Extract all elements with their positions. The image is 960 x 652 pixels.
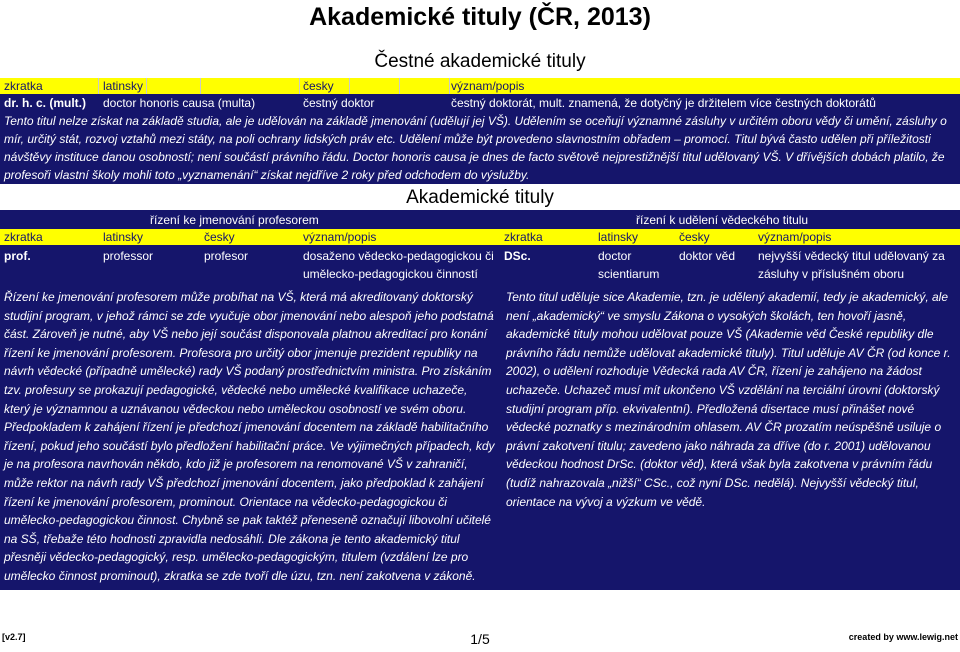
header-czech: česky bbox=[303, 79, 334, 93]
right-latin-2: scientiarum bbox=[598, 267, 660, 281]
left-latin: professor bbox=[103, 249, 154, 263]
honorary-section-title: Čestné akademické tituly bbox=[374, 51, 586, 72]
right-heading: řízení k udělení vědeckého titulu bbox=[636, 213, 809, 227]
honorary-data-row bbox=[0, 94, 960, 112]
credit-label: created by www.lewig.net bbox=[848, 632, 958, 642]
honorary-header-row bbox=[0, 78, 960, 94]
page-title: Akademické tituly (ČR, 2013) bbox=[309, 3, 651, 31]
left-desc-1: dosaženo vědecko-pedagogickou či bbox=[303, 249, 494, 263]
right-header-czech: česky bbox=[679, 230, 710, 244]
right-header-latin: latinsky bbox=[598, 230, 639, 244]
honorary-desc: čestný doktorát, mult. znamená, že dotyčný je držitelem více čestných doktorátů bbox=[451, 96, 876, 110]
right-latin-1: doctor bbox=[598, 249, 632, 263]
left-header-abbr: zkratka bbox=[4, 230, 43, 244]
left-desc-2: umělecko-pedagogickou činností bbox=[303, 267, 478, 281]
academic-header-row bbox=[0, 229, 960, 245]
honorary-description: Tento titul nelze získat na základě studia, ale je udělován na základě jmenování (udělují jej VŠ). Udělením se oceňují významné zásluhy v určitém oboru vědy či umění, zásluhy o mír, určitý stát, rozvoj vztahů mezi státy, na poli ochrany lidských práv etc. Udělení může být provedeno slavnostním obřadem – promocí. Titul bývá často udělen při příležitosti návštěvy instituce danou osobností; není součástí právního řádu. Doctor honoris causa je dnes de facto světově nejprestižnější titul udělovaný VŠ. V dřívějších dobách platilo, že profesoři vlastní školy mohli toto „vyznamenání“ získat nejdříve 2 roky před odchodem do výslužby. bbox=[4, 114, 947, 182]
honorary-czech: čestný doktor bbox=[303, 96, 375, 110]
honorary-abbr: dr. h. c. (mult.) bbox=[4, 96, 87, 110]
academic-section-title: Akademické tituly bbox=[406, 187, 554, 208]
dsc-description: Tento titul uděluje sice Akademie, tzn. je udělený akademií, tedy je akademický, ale není „akademický“ ve smyslu Zákona o vysokých školách, ten hovoří jasně, akademické tituly mohou udělovat pouze VŠ (Akademie věd České republiky dle právního řádu nemůže udělovat akademické tituly). Titul uděluje AV ČR (od konce r. 2002), o udělení rozhoduje Vědecká rada AV ČR, řízení je zahájeno na žádost uchazeče. Uchazeč musí mít ukončeno VŠ vzdělání na terciální úrovni (doktorský studijní program příp. ekvivalentní). Předložená disertace musí přinášet nové vědecké poznatky s mezinárodním ohlasem. AV ČR prozatím neúspěšně usiluje o právní zakotvení titulu; zavedeno jako náhrada za dříve (do r. 2001) udělovanou vědeckou hodnost DrSc. (doktor věd), která však byla zakotvena v právním řádu (tudíž nahrazovala „nižší“ CSc., což nyní DSc. nedělá). Nejvyšší vědecký titul, orientace na vývoj a výzkum ve vědě. bbox=[506, 290, 951, 509]
right-abbr: DSc. bbox=[504, 249, 531, 263]
left-header-meaning: význam/popis bbox=[303, 230, 377, 244]
professor-description: Řízení ke jmenování profesorem může probíhat na VŠ, která má akreditovaný doktorský studijní program, v jehož rámci se zde vyučuje obor jmenování nebo alespoň jeho podstatná část. Zároveň je nutné, aby VŠ nebo její součást disponovala platnou akreditací pro konání řízení ke jmenování profesorem. Profesora pro určitý obor jmenuje prezident republiky na návrh vědecké (případně umělecké) rady VŠ podaný prostřednictvím ministra. Pro získáním tzv. profesury se prokazují pedagogické, vědecké nebo umělecké kvalifikace uchazeče, který je významnou a uznávanou vědeckou nebo uměleckou osobností ve svém oboru. Předpokladem k zahájení řízení je předchozí jmenování docentem na základě habilitačního řízení, pokud jeho součástí bylo předložení habilitační práce. Ve výjimečných případech, kdy je na profesora navrhován někdo, kdo již je profesorem na renomované VŠ v zahraničí, může rektor na návrh rady VŠ předchozí jmenování docentem, jako předpoklad k zahájení řízení ke jmenování profesorem, prominout. Orientace na vědecko-pedagogickou či umělecko-pedagogickou činnost. Chybně se pak taktéž přeneseně označují libovolní učitelé na SŠ, třebaže této hodnosti zpravidla nedosáhli. Dle zákona je tento akademický titul přesněji vědecko-pedagogický, resp. umělecko-pedagogickým, titulem (vzdálení lze pro umělecko činnost prominout), zkratka se zde tvoří dle úzu, tzn. není zakotvena v zákoně. bbox=[4, 290, 495, 583]
left-heading: řízení ke jmenování profesorem bbox=[150, 213, 319, 227]
academic-data-rows bbox=[0, 247, 960, 283]
left-header-latin: latinsky bbox=[103, 230, 144, 244]
page-number: 1/5 bbox=[470, 631, 490, 647]
header-meaning: význam/popis bbox=[451, 79, 525, 93]
honorary-latin: doctor honoris causa (multa) bbox=[103, 96, 256, 110]
right-header-meaning: význam/popis bbox=[758, 230, 832, 244]
left-abbr: prof. bbox=[4, 249, 31, 263]
academic-headings-row bbox=[0, 212, 960, 228]
header-abbr: zkratka bbox=[4, 79, 43, 93]
right-header-abbr: zkratka bbox=[504, 230, 543, 244]
version-label: [v2.7] bbox=[2, 632, 26, 642]
right-czech: doktor věd bbox=[679, 249, 736, 263]
left-czech: profesor bbox=[204, 249, 249, 263]
honorary-description-panel bbox=[0, 112, 960, 184]
left-header-czech: česky bbox=[204, 230, 235, 244]
header-latin: latinsky bbox=[103, 79, 144, 93]
right-desc-2: zásluhy v příslušném oboru bbox=[758, 267, 905, 281]
right-desc-1: nejvyšší vědecký titul udělovaný za bbox=[758, 249, 945, 263]
